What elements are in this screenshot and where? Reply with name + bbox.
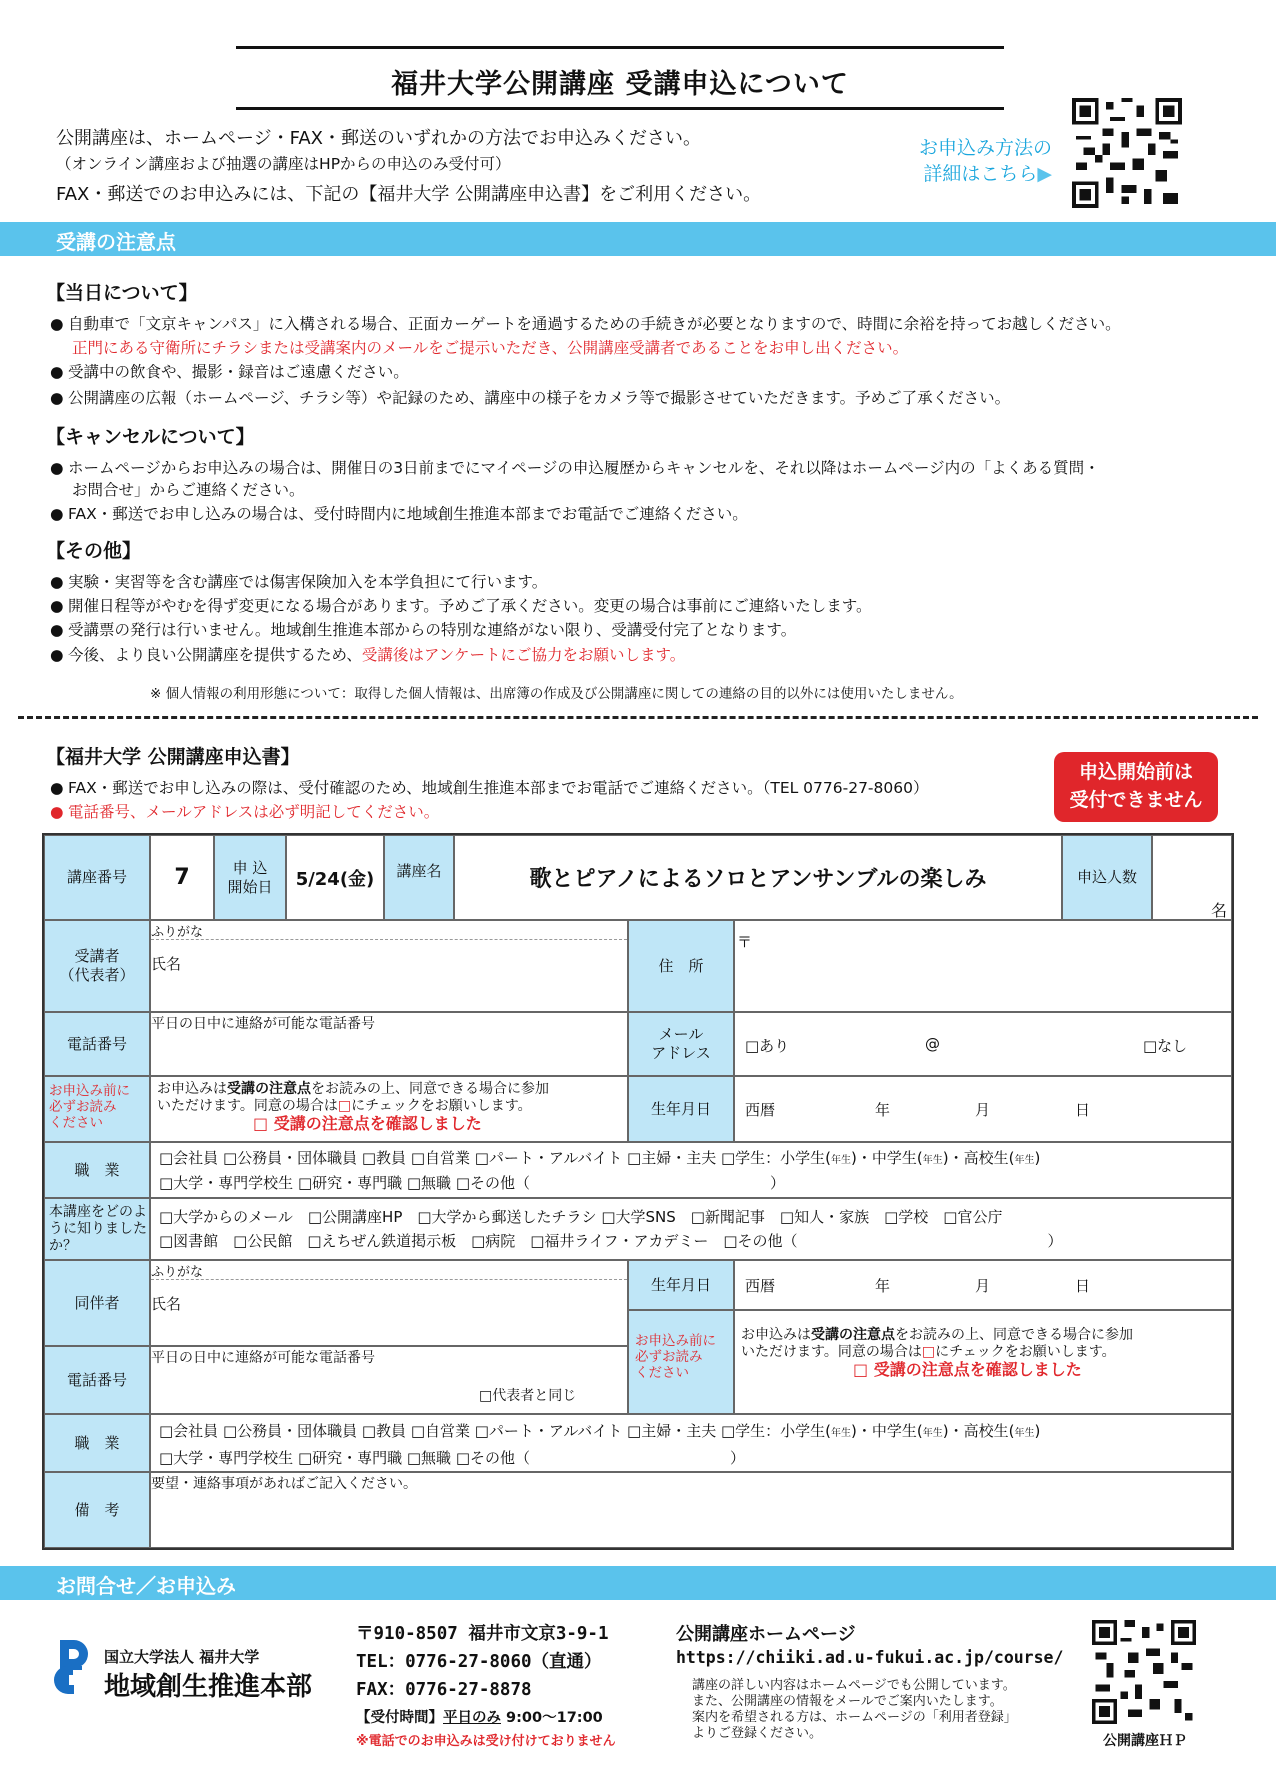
job-options[interactable]: □会社員 □公務員・団体職員 □教員 □自営業 □パート・アルバイト □主婦・主夫 □学生：小学生(年生)・中学生(年生)・高校生(年生) □大学・専門学校生 □研究・専門職 □無職 □その他（ ） [150, 1142, 1232, 1198]
companion-job-label: 職 業 [44, 1414, 150, 1472]
course-no-label: 講座番号 [44, 835, 150, 920]
details-link[interactable] [900, 135, 1052, 187]
other-bullet-4: ● 今後、より良い公開講座を提供するため、受講後はアンケートにご協力をお願いします。 [50, 646, 686, 664]
intro-line-2: （オンライン講座および抽選の講座はHPからの申込のみ受付可） [56, 155, 511, 173]
form-heading: 【福井大学 公開講座申込書】 [46, 746, 300, 768]
hp-qr-caption: 公開講座ＨＰ [1103, 1733, 1187, 1749]
phone-label: 電話番号 [44, 1012, 150, 1076]
same-as-rep-checkbox[interactable]: □代表者と同じ [479, 1388, 577, 1404]
companion-birth-label: 生年月日 [628, 1260, 734, 1310]
cancel-heading: 【キャンセルについて】 [46, 426, 255, 448]
qr-code-icon[interactable] [1072, 98, 1182, 208]
applicant-name-field[interactable]: ふりがな 氏名 [150, 920, 628, 1012]
contact-section-bar: お問合せ／お申込み [0, 1566, 1276, 1600]
companion-label: 同伴者 [44, 1260, 150, 1346]
not-accepted-badge: 申込開始前は 受付できません [1054, 752, 1218, 822]
start-date: 5/24(金) [286, 835, 384, 920]
job-label: 職 業 [44, 1142, 150, 1198]
org-name: 地域創生推進本部 [104, 1672, 313, 1702]
other-heading: 【その他】 [46, 540, 142, 562]
consent-checkbox[interactable]: □ 受講の注意点を確認しました [253, 1114, 482, 1133]
count-field[interactable]: 名 [1152, 835, 1232, 920]
mail-no-checkbox[interactable]: □なし [1143, 1037, 1188, 1055]
application-form [42, 833, 1234, 1550]
page-title: 福井大学公開講座 受講申込について [391, 69, 849, 100]
birth-label: 生年月日 [628, 1076, 734, 1142]
details-link-line1: お申込み方法の [918, 137, 1052, 159]
contact-fax: FAX：0776-27-8878 [356, 1680, 532, 1700]
companion-job-options[interactable]: □会社員 □公務員・団体職員 □教員 □自営業 □パート・アルバイト □主婦・主夫 □学生：小学生(年生)・中学生(年生)・高校生(年生) □大学・専門学校生 □研究・専門職 □無職 □その他（ ） [150, 1414, 1232, 1472]
title-rule-top [236, 46, 1004, 49]
title-rule-bottom [236, 107, 1004, 110]
intro-line-3: FAX・郵送でのお申込みには、下記の【福井大学 公開講座申込書】をご利用ください。 [56, 184, 762, 205]
details-link-line2: 詳細はこちら [923, 163, 1038, 185]
form-note-2: ● 電話番号、メールアドレスは必ず明記してください。 [50, 803, 440, 821]
cut-line [18, 716, 1258, 719]
phone-field[interactable]: 平日の日中に連絡が可能な電話番号 [150, 1012, 628, 1076]
mail-yes-checkbox[interactable]: □あり [745, 1037, 790, 1055]
cancel-bullet-1: ● ホームページからお申込みの場合は、開催日の3日前までにマイページの申込履歴からキャンセルを、それ以降はホームページ内の「よくある質問・ [50, 459, 1100, 477]
must-read-label: お申込み前に 必ずお読み ください [44, 1076, 150, 1142]
consent-box: お申込みは受講の注意点をお読みの上、同意できる場合に参加 いただけます。同意の場合は□にチェックをお願いします。 □ 受講の注意点を確認しました [150, 1076, 628, 1142]
mail-label: メール アドレス [628, 1012, 734, 1076]
other-bullet-3: ● 受講票の発行は行いません。地域創生推進本部からの特別な連絡がない限り、受講受付完了となります。 [50, 621, 797, 639]
day-bullet-3: ● 公開講座の広報（ホームページ、チラシ等）や記録のため、講座中の様子をカメラ等で撮影させていただきます。予めご了承ください。 [50, 389, 1011, 407]
how-known-options[interactable]: □大学からのメール □公開講座HP □大学から郵送したチラシ □大学SNS □新聞記事 □知人・家族 □学校 □官公庁 □図書館 □公民館 □えちぜん鉄道掲示板 □病院 □福井ライフ・アカデミー □その他（ ） [150, 1198, 1232, 1260]
companion-consent-box: お申込みは受講の注意点をお読みの上、同意できる場合に参加 いただけます。同意の場合は□にチェックをお願いします。 □ 受講の注意点を確認しました [734, 1310, 1232, 1414]
hp-url[interactable]: https://chiiki.ad.u-fukui.ac.jp/course/ [676, 1648, 1064, 1667]
start-date-label: 申 込 開始日 [214, 835, 286, 920]
count-label: 申込人数 [1062, 835, 1152, 920]
companion-consent-checkbox[interactable]: □ 受講の注意点を確認しました [853, 1360, 1082, 1379]
hp-title: 公開講座ホームページ [676, 1624, 856, 1645]
contact-tel: TEL：0776-27-8060（直通） [356, 1652, 602, 1672]
mail-field[interactable]: □あり @ □なし [734, 1012, 1232, 1076]
hp-note: 講座の詳しい内容はホームページでも公開しています。 また、公開講座の情報をメールでご案内いたします。 案内を希望される方は、ホームページの「利用者登録」 よりご登録ください。 [692, 1678, 1017, 1741]
arrow-right-icon: ▶ [1037, 163, 1052, 185]
companion-phone-field[interactable]: 平日の日中に連絡が可能な電話番号 □代表者と同じ [150, 1346, 628, 1414]
companion-birth-field[interactable]: 西暦 年 月 日 [734, 1260, 1232, 1310]
cancel-bullet-1-cont: お問合せ」からご連絡ください。 [72, 481, 305, 499]
day-bullet-1: ● 自動車で「文京キャンパス」に入構される場合、正面カーゲートを通過するための手続きが必要となりますので、時間に余裕を持ってお越しください。 [50, 315, 1121, 333]
remarks-field[interactable]: 要望・連絡事項があればご記入ください。 [150, 1472, 1232, 1548]
contact-hours: 【受付時間】平日のみ 9:00～17:00 [356, 1710, 603, 1726]
intro-line-1: 公開講座は、ホームページ・FAX・郵送のいずれかの方法でお申込みください。 [56, 128, 701, 149]
companion-phone-label: 電話番号 [44, 1346, 150, 1414]
no-phone-note: ※電話でのお申込みは受け付けておりません [356, 1734, 616, 1749]
org-name-small: 国立大学法人 福井大学 [104, 1648, 260, 1666]
companion-must-read-label: お申込み前に 必ずお読み ください [628, 1310, 734, 1414]
how-known-label: 本講座をどのように知りましたか？ [44, 1198, 150, 1260]
form-note-1: ● FAX・郵送でお申し込みの際は、受付確認のため、地域創生推進本部までお電話でご連絡ください。（TEL 0776-27-8060） [50, 779, 929, 797]
course-no: 7 [150, 835, 214, 920]
hp-qr-code-icon[interactable] [1092, 1620, 1196, 1724]
course-name-label: 講座名 [384, 835, 454, 920]
privacy-note: ※ 個人情報の利用形態について：取得した個人情報は、出席簿の作成及び公開講座に関しての連絡の目的以外には使用いたしません。 [150, 686, 963, 702]
remarks-label: 備 考 [44, 1472, 150, 1548]
notes-section-bar: 受講の注意点 [0, 222, 1276, 256]
university-logo-icon [46, 1636, 96, 1698]
day-bullet-2: ● 受講中の飲食や、撮影・録音はご遠慮ください。 [50, 363, 409, 381]
other-bullet-2: ● 開催日程等がやむを得ず変更になる場合があります。予めご了承ください。変更の場合は事前にご連絡いたします。 [50, 597, 872, 615]
day-bullet-1-note: 正門にある守衛所にチラシまたは受講案内のメールをご提示いただき、公開講座受講者であることをお申し出ください。 [72, 339, 909, 357]
cancel-bullet-2: ● FAX・郵送でお申し込みの場合は、受付時間内に地域創生推進本部までお電話でご連絡ください。 [50, 505, 748, 523]
contact-address: 〒910-8507 福井市文京3-9-1 [356, 1624, 609, 1644]
day-heading: 【当日について】 [46, 282, 198, 304]
address-label: 住 所 [628, 920, 734, 1012]
address-field[interactable]: 〒 [734, 920, 1232, 1012]
companion-name-field[interactable]: ふりがな 氏名 [150, 1260, 628, 1346]
applicant-label: 受講者 （代表者） [44, 920, 150, 1012]
course-name: 歌とピアノによるソロとアンサンブルの楽しみ [454, 835, 1062, 920]
birth-field[interactable]: 西暦 年 月 日 [734, 1076, 1232, 1142]
other-bullet-1: ● 実験・実習等を含む講座では傷害保険加入を本学負担にて行います。 [50, 573, 548, 591]
